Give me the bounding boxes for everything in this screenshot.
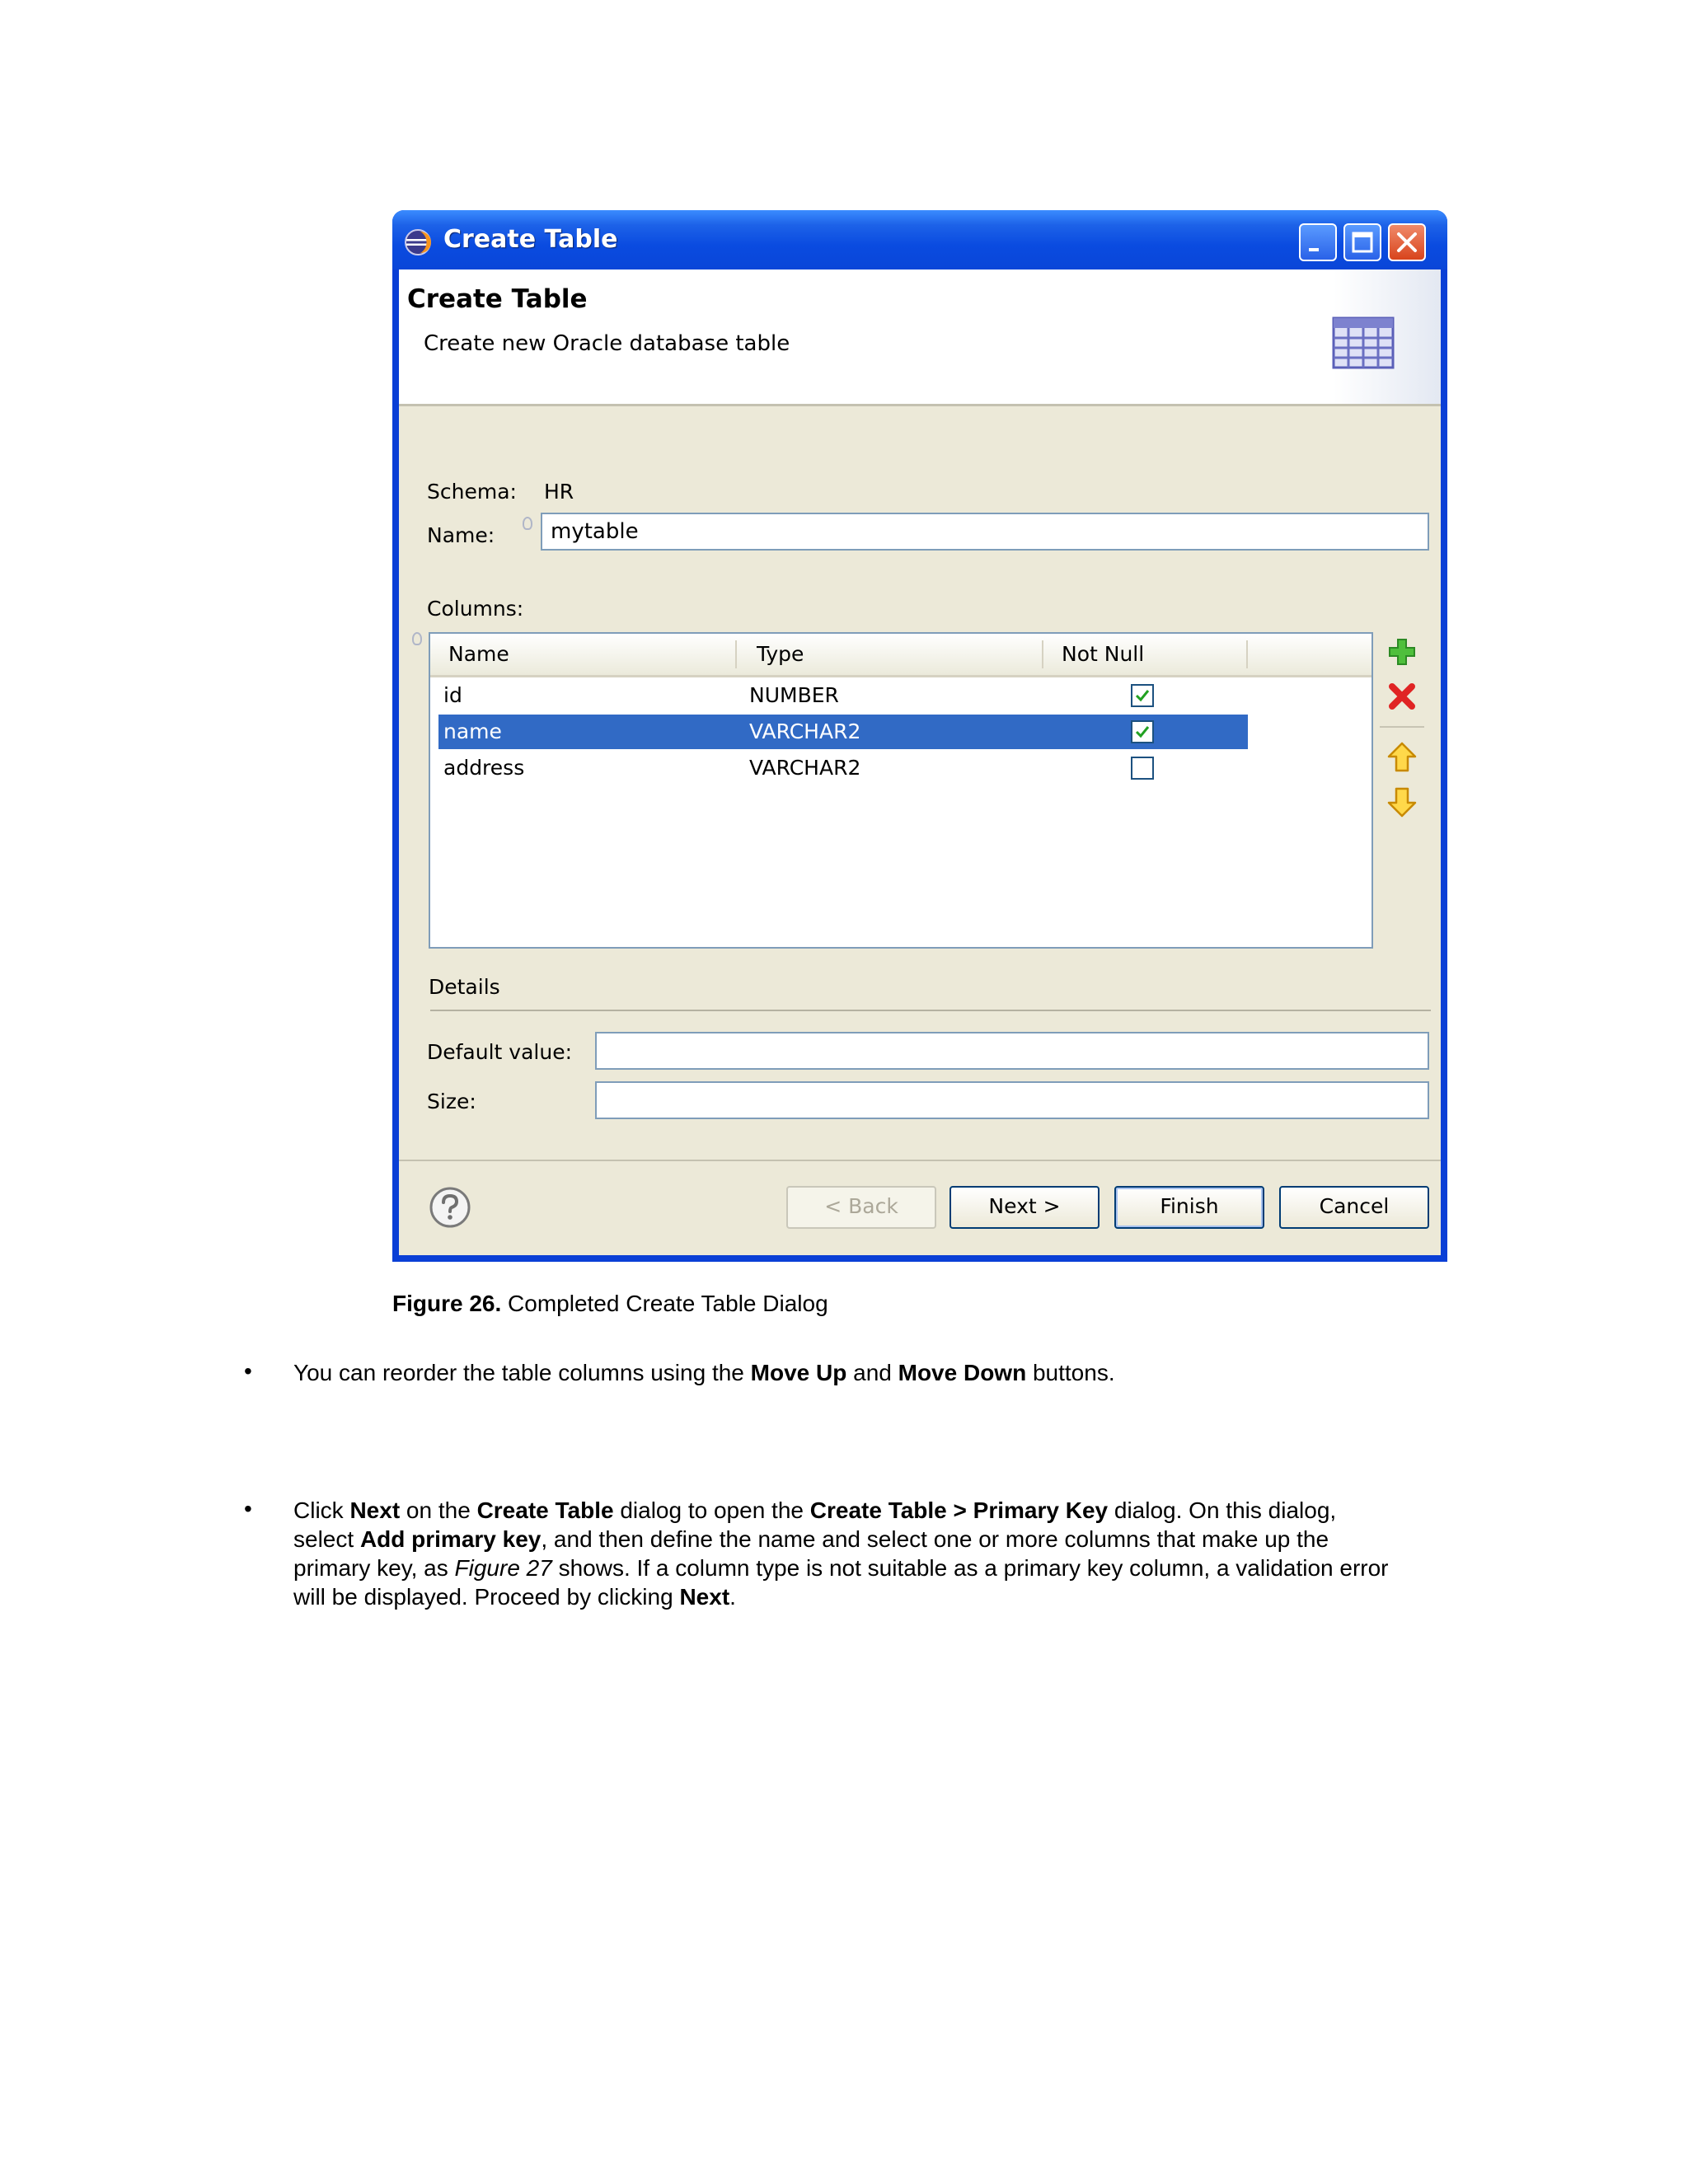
maximize-button[interactable]: [1343, 223, 1381, 261]
paragraph-line: [293, 1525, 1389, 1554]
text: primary key, as: [293, 1555, 455, 1581]
add-primary-key-term: Add primary key: [359, 1526, 542, 1552]
next-term: Next: [349, 1497, 401, 1523]
content-assist-icon: [523, 517, 532, 530]
header-title: Create Table: [407, 284, 588, 314]
cell-name: name: [443, 719, 502, 743]
default-value-field[interactable]: [595, 1032, 1429, 1070]
cell-type: NUMBER: [749, 683, 839, 707]
title-bar[interactable]: [392, 210, 1447, 269]
text: Click: [293, 1497, 350, 1523]
cell-type: VARCHAR2: [749, 756, 861, 780]
figure-label: Figure 26.: [392, 1291, 502, 1316]
text: You can reorder the table columns using the: [293, 1360, 751, 1385]
help-icon[interactable]: [429, 1186, 471, 1229]
not-null-checkbox[interactable]: [1131, 757, 1154, 780]
paragraph-line: [293, 1582, 1389, 1611]
not-null-checkbox[interactable]: [1131, 720, 1154, 743]
columns-table[interactable]: [429, 632, 1373, 949]
header-separator[interactable]: [735, 640, 737, 668]
eclipse-icon: [404, 228, 432, 256]
move-up-term: Move Up: [750, 1360, 847, 1385]
create-table-dialog: [392, 210, 1447, 1262]
maximize-icon: [1345, 225, 1380, 260]
cancel-button[interactable]: Cancel: [1279, 1186, 1429, 1229]
text: and: [846, 1360, 898, 1385]
table-row[interactable]: [438, 751, 1248, 785]
schema-label: Schema:: [427, 480, 517, 504]
not-null-checkbox[interactable]: [1131, 684, 1154, 707]
next-term: Next: [679, 1584, 730, 1610]
cell-name: address: [443, 756, 525, 780]
column-header-type[interactable]: Type: [757, 642, 804, 666]
add-column-button[interactable]: [1386, 635, 1418, 668]
default-value-label: Default value:: [427, 1040, 573, 1064]
columns-hint-icon: [412, 632, 422, 645]
footer-separator: [399, 1160, 1441, 1161]
text: dialog. On this dialog,: [1108, 1497, 1337, 1523]
dialog-body: [399, 269, 1441, 1255]
finish-button[interactable]: Finish: [1114, 1186, 1264, 1229]
close-button[interactable]: [1388, 223, 1426, 261]
text: dialog to open the: [613, 1497, 810, 1523]
move-down-term: Move Down: [898, 1360, 1027, 1385]
text: select: [293, 1526, 360, 1552]
size-field[interactable]: [595, 1081, 1429, 1119]
create-table-term: Create Table: [476, 1497, 614, 1523]
dialog-header: [399, 269, 1441, 406]
column-header-name[interactable]: Name: [448, 642, 509, 666]
text: on the: [400, 1497, 477, 1523]
bullet-next-paragraph: [293, 1496, 1389, 1611]
paragraph-line: [293, 1496, 1389, 1525]
columns-label: Columns:: [427, 597, 524, 621]
next-button[interactable]: Next >: [950, 1186, 1100, 1229]
bullet-reorder-text: [293, 1358, 1115, 1387]
name-field[interactable]: mytable: [541, 513, 1429, 551]
cell-name: id: [443, 683, 462, 707]
window-title: Create Table: [443, 225, 618, 254]
side-separator: [1380, 726, 1424, 728]
text: .: [729, 1584, 736, 1610]
bullet-marker: •: [244, 1358, 252, 1384]
paragraph-line: [293, 1554, 1389, 1582]
table-grid-icon: [1330, 315, 1395, 369]
details-separator: [430, 1010, 1431, 1011]
table-row[interactable]: [438, 678, 1248, 713]
figure-caption: [392, 1291, 828, 1317]
text: will be displayed. Proceed by clicking: [293, 1584, 680, 1610]
check-icon: [1134, 687, 1151, 704]
figure-reference: Figure 27: [454, 1555, 552, 1581]
back-button[interactable]: < Back: [786, 1186, 936, 1229]
schema-value: HR: [544, 480, 574, 504]
figure-caption-text: Completed Create Table Dialog: [508, 1291, 828, 1316]
close-icon: [1390, 225, 1424, 260]
minimize-button[interactable]: [1299, 223, 1337, 261]
header-separator[interactable]: [1042, 640, 1043, 668]
text: shows. If a column type is not suitable as a primary key column, a validation error: [551, 1555, 1389, 1581]
size-label: Size:: [427, 1090, 476, 1113]
table-row[interactable]: [438, 715, 1248, 749]
text: , and then define the name and select one or more columns that make up the: [541, 1526, 1329, 1552]
bullet-marker: •: [244, 1496, 252, 1521]
delete-column-button[interactable]: [1386, 680, 1418, 713]
details-label: Details: [429, 975, 500, 999]
text: buttons.: [1026, 1360, 1115, 1385]
move-up-button[interactable]: [1386, 741, 1418, 774]
column-header-not-null[interactable]: Not Null: [1062, 642, 1145, 666]
table-header: [430, 634, 1372, 677]
header-description: Create new Oracle database table: [424, 331, 790, 356]
move-down-button[interactable]: [1386, 785, 1418, 818]
check-icon: [1134, 724, 1151, 740]
cell-type: VARCHAR2: [749, 719, 861, 743]
name-label: Name:: [427, 523, 495, 547]
header-separator[interactable]: [1246, 640, 1248, 668]
minimize-icon: [1301, 225, 1335, 260]
primary-key-dialog-term: Create Table > Primary Key: [809, 1497, 1109, 1523]
